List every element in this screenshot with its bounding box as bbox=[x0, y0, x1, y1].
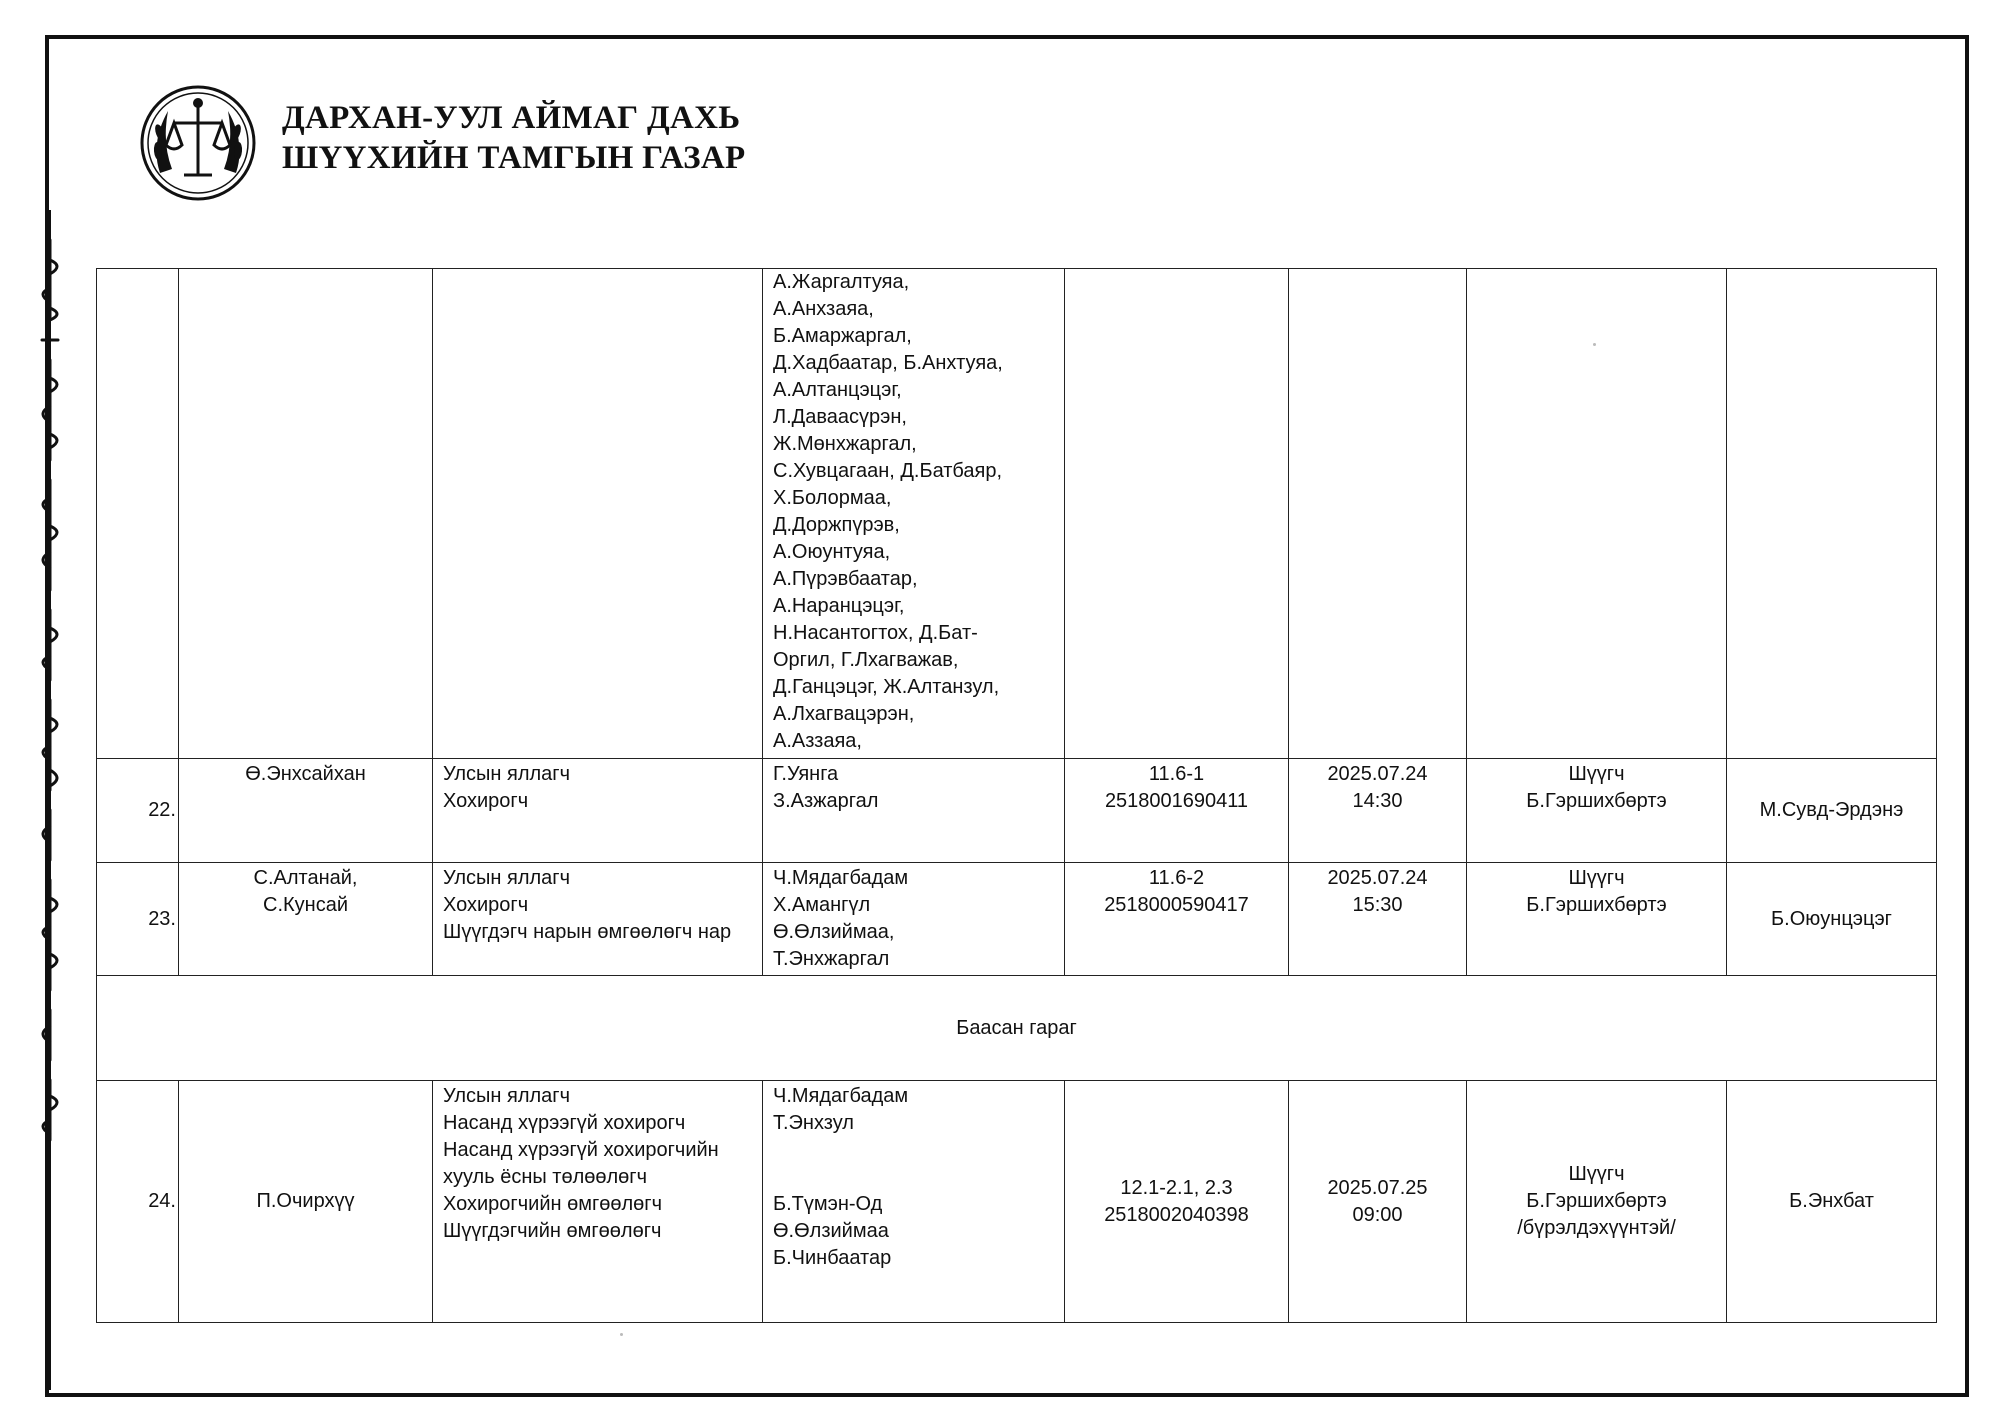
role-label: Улсын яллагч bbox=[443, 867, 571, 889]
role-label: Шүүгдэгч нарын өмгөөлөгч нар bbox=[443, 921, 732, 943]
judge-name: Б.Гэршихбөртэ bbox=[1526, 894, 1667, 916]
cell-article bbox=[1065, 863, 1289, 976]
role-label: Хохирогчийн өмгөөлөгч bbox=[443, 1193, 663, 1215]
participant-name: А.Алтанцэцэг, bbox=[773, 379, 902, 401]
participant-name: Х.Болормаа, bbox=[773, 487, 892, 509]
judge-panel-note: /бүрэлдэхүүнтэй/ bbox=[1517, 1217, 1676, 1239]
participant-name: Ө.Өлзиймаа, bbox=[773, 921, 895, 943]
scan-speck bbox=[1593, 343, 1596, 346]
cell-secretary: Б.Энхбат bbox=[1727, 1081, 1937, 1323]
article-code: 11.6-2 bbox=[1148, 867, 1205, 889]
table-row-continued bbox=[97, 269, 1937, 759]
participant-name: А.Пүрэвбаатар, bbox=[773, 568, 918, 590]
judge-name: Б.Гэршихбөртэ bbox=[1526, 1190, 1667, 1212]
role-label: Хохирогч bbox=[443, 894, 529, 916]
cell-roles bbox=[433, 759, 763, 863]
cell-secretary bbox=[1727, 269, 1937, 759]
cell-secretary: Б.Оюунцэцэг bbox=[1727, 863, 1937, 976]
participant-name: З.Азжаргал bbox=[773, 790, 879, 812]
participant-name: Г.Уянга bbox=[773, 763, 839, 785]
participant-name bbox=[773, 1164, 1054, 1191]
participant-name: Ч.Мядагбадам bbox=[773, 1085, 909, 1107]
role-label: Насанд хүрээгүй хохирогч bbox=[443, 1112, 686, 1134]
participant-name: Б.Амаржаргал, bbox=[773, 325, 912, 347]
cell-defendant bbox=[179, 863, 433, 976]
hearing-time: 15:30 bbox=[1352, 894, 1403, 916]
participant-name: Т.Энхзул bbox=[773, 1112, 854, 1134]
cell-participants bbox=[763, 1081, 1065, 1323]
judge-title: Шүүгч bbox=[1568, 867, 1625, 889]
participant-name: С.Хувцагаан, Д.Батбаяр, bbox=[773, 460, 1003, 482]
hearing-schedule-table bbox=[96, 268, 1937, 1323]
header-line-1: ДАРХАН-УУЛ АЙМАГ ДАХЬ bbox=[282, 100, 741, 136]
cell-article bbox=[1065, 759, 1289, 863]
day-separator-row bbox=[97, 976, 1937, 1081]
case-number: 2518001690411 bbox=[1104, 790, 1249, 812]
cell-judge bbox=[1467, 759, 1727, 863]
defendant-name: П.Очирхүү bbox=[256, 1190, 355, 1212]
judge-title: Шүүгч bbox=[1568, 1163, 1625, 1185]
role-label: Улсын яллагч bbox=[443, 763, 571, 785]
day-label: Баасан гараг bbox=[97, 976, 1937, 1081]
case-number: 2518002040398 bbox=[1104, 1203, 1249, 1226]
cell-article bbox=[1065, 1081, 1289, 1323]
judge-name: Б.Гэршихбөртэ bbox=[1526, 790, 1667, 812]
defendant-name: Ө.Энхсайхан bbox=[245, 763, 366, 785]
participant-name: Д.Хадбаатар, Б.Анхтуяа, bbox=[773, 352, 1003, 374]
hearing-date: 2025.07.25 bbox=[1327, 1176, 1428, 1199]
participant-name: Д.Ганцэцэг, Ж.Алтанзул, bbox=[773, 676, 1000, 698]
case-number: 2518000590417 bbox=[1104, 894, 1249, 916]
participant-name: Н.Насантогтох, Д.Бат- bbox=[773, 622, 978, 644]
cell-datetime bbox=[1289, 759, 1467, 863]
cell-article bbox=[1065, 269, 1289, 759]
article-code: 11.6-1 bbox=[1148, 763, 1205, 785]
cell-defendant bbox=[179, 269, 433, 759]
cell-secretary: М.Сувд-Эрдэнэ bbox=[1727, 759, 1937, 863]
cell-num bbox=[97, 269, 179, 759]
participant-name: Б.Түмэн-Од bbox=[773, 1193, 883, 1215]
participant-name: А.Оюунтуяа, bbox=[773, 541, 891, 563]
participant-name: Б.Чинбаатар bbox=[773, 1247, 892, 1269]
hearing-time: 14:30 bbox=[1352, 790, 1403, 812]
cell-roles bbox=[433, 863, 763, 976]
table-row bbox=[97, 863, 1937, 976]
cell-datetime bbox=[1289, 863, 1467, 976]
participant-name: Т.Энхжаргал bbox=[773, 948, 890, 970]
participant-name: Л.Даваасүрэн, bbox=[773, 406, 907, 428]
court-emblem-logo bbox=[138, 83, 258, 203]
article-code: 12.1-2.1, 2.3 bbox=[1120, 1176, 1233, 1199]
table-row bbox=[97, 759, 1937, 863]
hearing-date: 2025.07.24 bbox=[1327, 867, 1428, 889]
defendant-name: С.Алтанай, bbox=[253, 867, 358, 889]
role-label: Улсын яллагч bbox=[443, 1085, 571, 1107]
participant-name: А.Аззаяа, bbox=[773, 730, 862, 752]
defendant-name: С.Кунсай bbox=[263, 894, 348, 916]
cell-defendant bbox=[179, 1081, 433, 1323]
judge-title: Шүүгч bbox=[1568, 763, 1625, 785]
table-row bbox=[97, 1081, 1937, 1323]
cell-judge bbox=[1467, 1081, 1727, 1323]
cell-roles bbox=[433, 1081, 763, 1323]
participant-name: Д.Доржпүрэв, bbox=[773, 514, 900, 536]
role-label: Шүүгдэгчийн өмгөөлөгч bbox=[443, 1220, 662, 1242]
cell-judge bbox=[1467, 863, 1727, 976]
row-number: 24. bbox=[97, 1081, 179, 1323]
participant-name: А.Анхзаяа, bbox=[773, 298, 874, 320]
cell-participants bbox=[763, 863, 1065, 976]
cell-roles bbox=[433, 269, 763, 759]
institution-header bbox=[282, 98, 745, 178]
participant-name: Оргил, Г.Лхагважав, bbox=[773, 649, 959, 671]
cell-datetime bbox=[1289, 269, 1467, 759]
participant-name: Ч.Мядагбадам bbox=[773, 867, 909, 889]
participant-name: Х.Амангүл bbox=[773, 894, 871, 916]
participant-name: Ө.Өлзиймаа bbox=[773, 1220, 889, 1242]
participant-name bbox=[773, 1137, 1054, 1164]
participant-name: А.Жаргалтуяа, bbox=[773, 271, 910, 293]
mongol-script-margin-text bbox=[20, 230, 80, 1150]
hearing-time: 09:00 bbox=[1352, 1203, 1403, 1226]
cell-datetime bbox=[1289, 1081, 1467, 1323]
header-line-2: ШҮҮХИЙН ТАМГЫН ГАЗАР bbox=[282, 140, 746, 176]
participant-name: Ж.Мөнхжаргал, bbox=[773, 433, 917, 455]
role-label: Хохирогч bbox=[443, 790, 529, 812]
cell-defendant bbox=[179, 759, 433, 863]
hearing-date: 2025.07.24 bbox=[1327, 763, 1428, 785]
row-number: 22. bbox=[97, 759, 179, 863]
cell-participants bbox=[763, 759, 1065, 863]
cell-participants bbox=[763, 269, 1065, 759]
row-number: 23. bbox=[97, 863, 179, 976]
participant-name: А.Наранцэцэг, bbox=[773, 595, 905, 617]
cell-judge bbox=[1467, 269, 1727, 759]
scan-speck bbox=[620, 1333, 623, 1336]
role-label: Насанд хүрээгүй хохирогчийн хууль ёсны төлөөлөгч bbox=[443, 1139, 719, 1188]
participant-name: А.Лхагвацэрэн, bbox=[773, 703, 915, 725]
